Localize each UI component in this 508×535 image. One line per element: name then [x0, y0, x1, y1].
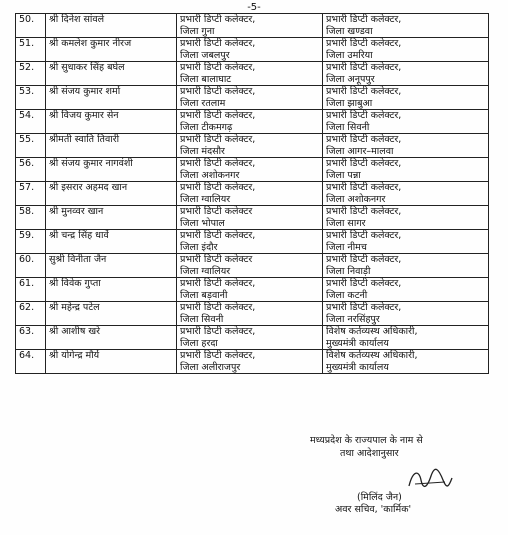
officer-name-cell [46, 230, 177, 254]
new-posting-cell-line: जिला आगर–मालवा [326, 145, 394, 157]
new-posting-cell-line: जिला झाबुआ [326, 97, 373, 109]
serial-number-cell [16, 278, 46, 302]
current-posting-cell-line: प्रभारी डिप्टी कलेक्टर, [180, 134, 256, 145]
current-posting-cell [177, 350, 323, 374]
serial-number-cell-line: 54. [19, 110, 35, 121]
new-posting-cell-line: मुख्यमंत्री कार्यालय [326, 361, 389, 373]
current-posting-cell [177, 14, 323, 38]
current-posting-cell-line: जिला इंदौर [180, 241, 218, 253]
officer-name-cell-line: श्री आशीष खरे [49, 326, 101, 337]
current-posting-cell-line: जिला अशोकनगर [180, 169, 240, 181]
table-row [16, 158, 489, 182]
new-posting-cell [323, 38, 489, 62]
officer-name-cell-line: श्री योगेन्द्र मौर्य [49, 350, 100, 361]
new-posting-cell [323, 158, 489, 182]
table-row [16, 38, 489, 62]
current-posting-cell-line: प्रभारी डिप्टी कलेक्टर, [180, 38, 256, 49]
serial-number-cell-line: 57. [19, 182, 35, 193]
new-posting-cell-line: प्रभारी डिप्टी कलेक्टर, [326, 38, 402, 49]
officer-name-cell [46, 206, 177, 230]
officer-name-cell-line: श्री चन्द्र सिंह धार्वे [49, 230, 109, 241]
serial-number-cell [16, 86, 46, 110]
new-posting-cell [323, 62, 489, 86]
current-posting-cell-line: जिला भोपाल [180, 217, 225, 229]
new-posting-cell-line: प्रभारी डिप्टी कलेक्टर, [326, 86, 402, 97]
serial-number-cell-line: 60. [19, 254, 35, 265]
current-posting-cell-line: जिला मंदसौर [180, 145, 225, 157]
current-posting-cell-line: जिला ग्वालियर [180, 265, 231, 277]
table-body [16, 14, 489, 374]
officer-name-cell [46, 14, 177, 38]
serial-number-cell [16, 206, 46, 230]
new-posting-cell-line: जिला निवाड़ी [326, 265, 371, 277]
serial-number-cell-line: 55. [19, 134, 35, 145]
serial-number-cell [16, 38, 46, 62]
new-posting-cell-line: जिला उमरिया [326, 49, 373, 61]
signatory-block [335, 492, 411, 516]
serial-number-cell-line: 64. [19, 350, 35, 361]
new-posting-cell-line: जिला नरसिंहपुर [326, 313, 380, 325]
table-row [16, 230, 489, 254]
current-posting-cell [177, 158, 323, 182]
current-posting-cell [177, 86, 323, 110]
current-posting-cell [177, 302, 323, 326]
new-posting-cell [323, 110, 489, 134]
signatory-title: अवर सचिव, 'कार्मिक' [335, 504, 412, 515]
serial-number-cell [16, 254, 46, 278]
serial-number-cell-line: 51. [19, 38, 35, 49]
officer-name-cell-line: श्री संजय कुमार नागवंशी [49, 158, 133, 169]
new-posting-cell-line: जिला अशोकनगर [326, 193, 386, 205]
serial-number-cell-line: 63. [19, 326, 35, 337]
current-posting-cell-line: जिला हरदा [180, 337, 218, 349]
current-posting-cell-line: प्रभारी डिप्टी कलेक्टर [180, 206, 253, 217]
table-row [16, 182, 489, 206]
current-posting-cell-line: जिला रतलाम [180, 97, 226, 109]
serial-number-cell-line: 61. [19, 278, 35, 289]
signatory-name: (मिलिंद जैन) [357, 492, 402, 503]
transfer-table [15, 13, 489, 374]
table-row [16, 62, 489, 86]
officer-name-cell-line: श्री विजय कुमार सेन [49, 110, 119, 121]
current-posting-cell-line: प्रभारी डिप्टी कलेक्टर, [180, 278, 256, 289]
current-posting-cell-line: प्रभारी डिप्टी कलेक्टर, [180, 350, 256, 361]
current-posting-cell [177, 38, 323, 62]
serial-number-cell [16, 62, 46, 86]
table-row [16, 326, 489, 350]
officer-name-cell-line: श्री सुधाकर सिंह बघेल [49, 62, 125, 73]
current-posting-cell [177, 110, 323, 134]
officer-name-cell [46, 158, 177, 182]
current-posting-cell-line: प्रभारी डिप्टी कलेक्टर, [180, 158, 256, 169]
new-posting-cell-line: प्रभारी डिप्टी कलेक्टर, [326, 62, 402, 73]
officer-name-cell-line: श्रीमती स्वाति तिवारी [49, 134, 120, 145]
new-posting-cell-line: प्रभारी डिप्टी कलेक्टर, [326, 134, 402, 145]
current-posting-cell-line: प्रभारी डिप्टी कलेक्टर, [180, 326, 256, 337]
table-row [16, 254, 489, 278]
new-posting-cell-line: प्रभारी डिप्टी कलेक्टर, [326, 110, 402, 121]
current-posting-cell-line: प्रभारी डिप्टी कलेक्टर, [180, 110, 256, 121]
officer-name-cell-line: श्री संजय कुमार शर्मा [49, 86, 121, 97]
officer-name-cell [46, 110, 177, 134]
current-posting-cell [177, 254, 323, 278]
officer-name-cell-line: श्री दिनेश सांवले [49, 14, 105, 25]
new-posting-cell [323, 254, 489, 278]
current-posting-cell-line: प्रभारी डिप्टी कलेक्टर, [180, 230, 256, 241]
officer-name-cell-line: श्री कमलेश कुमार नीरज [49, 38, 132, 49]
serial-number-cell-line: 62. [19, 302, 35, 313]
officer-name-cell-line: श्री विवेक गुप्ता [49, 278, 101, 289]
new-posting-cell-line: प्रभारी डिप्टी कलेक्टर, [326, 158, 402, 169]
current-posting-cell-line: जिला सिवनी [180, 313, 224, 325]
officer-name-cell-line: श्री मुनव्वर खान [49, 206, 104, 217]
signature-mark [405, 466, 455, 492]
serial-number-cell [16, 110, 46, 134]
new-posting-cell-line: जिला सागर [326, 217, 366, 229]
officer-name-cell-line: श्री महेन्द्र पटेल [49, 302, 100, 313]
table-row [16, 110, 489, 134]
table-row [16, 14, 489, 38]
table-row [16, 134, 489, 158]
current-posting-cell-line: जिला गुना [180, 25, 215, 37]
officer-name-cell [46, 302, 177, 326]
new-posting-cell [323, 230, 489, 254]
new-posting-cell [323, 350, 489, 374]
serial-number-cell-line: 50. [19, 14, 35, 25]
new-posting-cell [323, 278, 489, 302]
current-posting-cell-line: प्रभारी डिप्टी कलेक्टर, [180, 62, 256, 73]
officer-name-cell [46, 134, 177, 158]
new-posting-cell-line: विशेष कर्तव्यस्थ अधिकारी, [326, 326, 418, 337]
officer-name-cell [46, 182, 177, 206]
new-posting-cell-line: विशेष कर्तव्यस्थ अधिकारी, [326, 350, 418, 361]
officer-name-cell [46, 254, 177, 278]
current-posting-cell-line: प्रभारी डिप्टी कलेक्टर, [180, 14, 256, 25]
table-row [16, 206, 489, 230]
officer-name-cell-line: सुश्री विनीता जैन [49, 254, 107, 265]
officer-name-cell [46, 62, 177, 86]
officer-name-cell [46, 326, 177, 350]
current-posting-cell [177, 230, 323, 254]
new-posting-cell-line: जिला सिवनी [326, 121, 370, 133]
current-posting-cell-line: प्रभारी डिप्टी कलेक्टर [180, 254, 253, 265]
current-posting-cell-line: जिला जबलपुर [180, 49, 230, 61]
table-row [16, 86, 489, 110]
new-posting-cell [323, 182, 489, 206]
current-posting-cell-line: प्रभारी डिप्टी कलेक्टर, [180, 86, 256, 97]
officer-name-cell [46, 38, 177, 62]
current-posting-cell [177, 326, 323, 350]
new-posting-cell-line: प्रभारी डिप्टी कलेक्टर, [326, 182, 402, 193]
new-posting-cell [323, 206, 489, 230]
serial-number-cell-line: 53. [19, 86, 35, 97]
table-row [16, 278, 489, 302]
current-posting-cell [177, 182, 323, 206]
new-posting-cell-line: जिला नीमच [326, 241, 367, 253]
current-posting-cell-line: जिला अलीराजपुर [180, 361, 241, 373]
order-line-1: मध्यप्रदेश के राज्यपाल के नाम से [310, 435, 423, 446]
current-posting-cell [177, 62, 323, 86]
serial-number-cell-line: 59. [19, 230, 35, 241]
current-posting-cell-line: जिला बड़वानी [180, 289, 228, 301]
new-posting-cell-line: प्रभारी डिप्टी कलेक्टर, [326, 230, 402, 241]
serial-number-cell [16, 350, 46, 374]
current-posting-cell-line: जिला टीकमगढ़ [180, 121, 233, 133]
table-row [16, 350, 489, 374]
current-posting-cell-line: जिला बालाघाट [180, 73, 232, 85]
officer-name-cell [46, 350, 177, 374]
current-posting-cell-line: जिला ग्वालियर [180, 193, 231, 205]
serial-number-cell [16, 158, 46, 182]
current-posting-cell [177, 206, 323, 230]
new-posting-cell-line: प्रभारी डिप्टी कलेक्टर, [326, 254, 402, 265]
serial-number-cell [16, 14, 46, 38]
current-posting-cell [177, 134, 323, 158]
new-posting-cell-line: प्रभारी डिप्टी कलेक्टर, [326, 14, 402, 25]
new-posting-cell-line: प्रभारी डिप्टी कलेक्टर, [326, 278, 402, 289]
officer-name-cell-line: श्री इसरार अहमद खान [49, 182, 128, 193]
new-posting-cell-line: जिला खण्डवा [326, 25, 373, 37]
page-number: -5- [247, 2, 261, 13]
new-posting-cell-line: प्रभारी डिप्टी कलेक्टर, [326, 302, 402, 313]
serial-number-cell-line: 52. [19, 62, 35, 73]
current-posting-cell-line: प्रभारी डिप्टी कलेक्टर, [180, 182, 256, 193]
order-line-2: तथा आदेशानुसार [340, 448, 399, 459]
serial-number-cell [16, 134, 46, 158]
serial-number-cell [16, 182, 46, 206]
new-posting-cell [323, 326, 489, 350]
new-posting-cell [323, 14, 489, 38]
new-posting-cell-line: जिला अनूपपुर [326, 73, 375, 85]
current-posting-cell-line: प्रभारी डिप्टी कलेक्टर, [180, 302, 256, 313]
new-posting-cell [323, 86, 489, 110]
new-posting-cell-line: मुख्यमंत्री कार्यालय [326, 337, 389, 349]
new-posting-cell-line: जिला कटनी [326, 289, 368, 301]
new-posting-cell-line: जिला पन्ना [326, 169, 361, 181]
officer-name-cell [46, 278, 177, 302]
serial-number-cell [16, 302, 46, 326]
serial-number-cell-line: 58. [19, 206, 35, 217]
serial-number-cell-line: 56. [19, 158, 35, 169]
new-posting-cell [323, 302, 489, 326]
serial-number-cell [16, 230, 46, 254]
new-posting-cell [323, 134, 489, 158]
officer-name-cell [46, 86, 177, 110]
new-posting-cell-line: प्रभारी डिप्टी कलेक्टर, [326, 206, 402, 217]
table-row [16, 302, 489, 326]
order-statement [310, 434, 423, 460]
current-posting-cell [177, 278, 323, 302]
serial-number-cell [16, 326, 46, 350]
